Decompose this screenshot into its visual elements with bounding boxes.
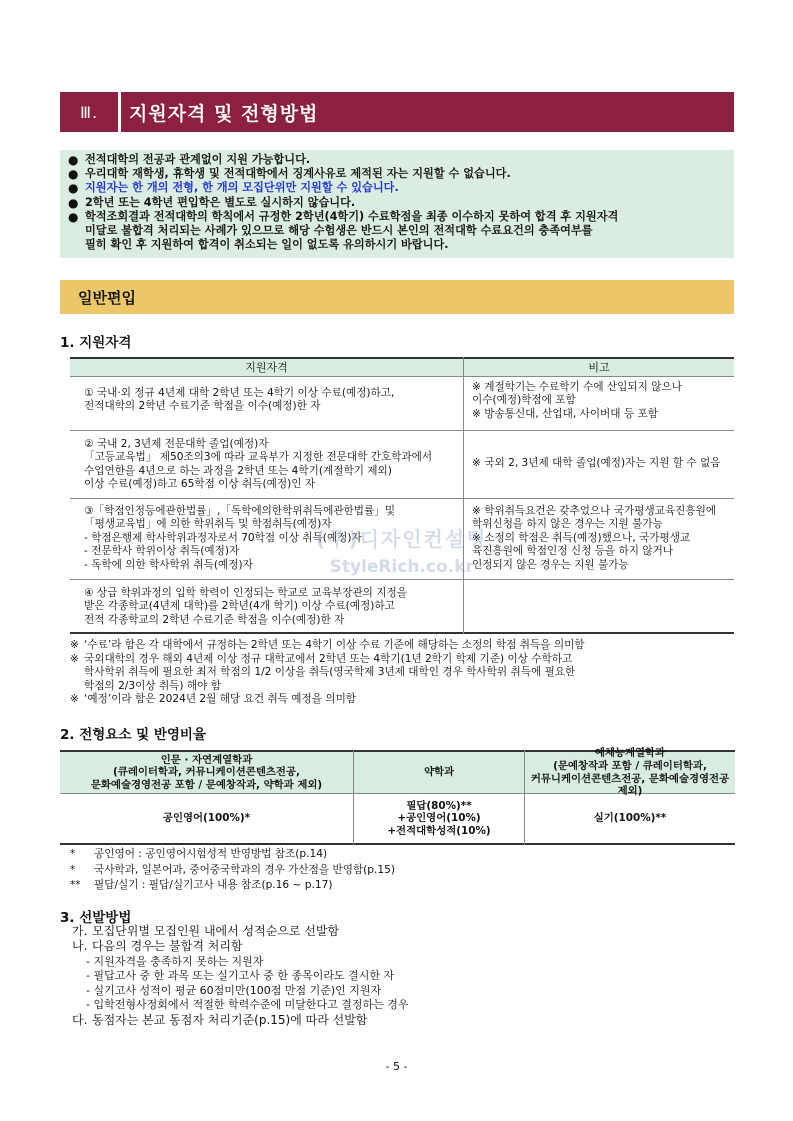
item-mark: 다. [72, 1012, 88, 1027]
item-mark: 가. [72, 924, 88, 938]
note-item [70, 693, 735, 707]
eligibility-notes [70, 639, 735, 707]
list-item [72, 1013, 408, 1028]
table-header-row [70, 357, 734, 377]
notice-box [60, 150, 734, 258]
selection-heading: 2. 전형요소 및 반영비율 [60, 727, 206, 743]
column-divider [524, 750, 525, 845]
sub-item: - 입학전형사정회에서 적절한 학력수준에 미달한다고 결정하는 경우 [86, 998, 409, 1012]
selection-notes [70, 847, 395, 894]
sub-item: - 필답고사 중 한 과목 또는 실기고사 중 한 종목이라도 결시한 자 [86, 969, 395, 983]
remark-cell: ※ 국외 2, 3년제 대학 졸업(예정)자는 지원 할 수 없음 [472, 457, 721, 469]
note-mark: ※ [70, 652, 79, 665]
note-mark: ※ [70, 693, 79, 706]
notice-text: 전적대학의 전공과 관계없이 지원 가능합니다. [85, 153, 311, 166]
notice-text: 학적조회결과 전적대학의 학칙에서 규정한 2학년(4학기) 수료학점을 최종 이수하지 못하여 합격 후 지원자격 미달로 불합격 처리되는 사례가 있으므로 해당 수험생은 반드시 본인의 전적대학 수료요건의 충족여부를 필히 확인 후 지원하여 합격이 취소되는 일이 없도록 유의하시기 바랍니다. [85, 209, 619, 252]
note-text: 필답/실기 : 필답/실기고사 내용 참조(p.16 ~ p.17) [94, 879, 333, 891]
note-item [70, 863, 395, 879]
note-text: 국사학과, 일본어과, 중어중국학과의 경우 가산점을 반영함(p.15) [94, 863, 396, 876]
column-header: 예체능계열학과 (문예창작과 포함 / 큐레이터학과, 커뮤니케이션콘텐츠전공, 문화예술경영전공 제외) [530, 747, 730, 798]
subsection-title: 일반편입 [78, 288, 136, 307]
bullet-icon: ● [68, 153, 79, 167]
list-item [72, 924, 408, 939]
notice-item [68, 210, 726, 253]
qualification-cell: ③「학점인정등에관한법률」,「독학에의한학위취득에관한법률」및 「평생교육법」에 의한 학위취득 및 학점취득(예정)자 - 학점은행제 학사학위과정자로서 70학점 이상 취득(예정)자 - 전문학사 학위이상 취득(예정)자 - 독학에 의한 학사학위 취득(예정)자 [84, 505, 396, 571]
item-text: 다음의 경우는 불합격 처리함 [92, 939, 243, 954]
bullet-icon: ● [68, 209, 79, 224]
subsection-header [60, 280, 734, 314]
section-number: Ⅲ. [79, 102, 99, 122]
selection-table [60, 747, 735, 845]
table-row [70, 377, 734, 431]
notice-text: 우리대학 재학생, 휴학생 및 전적대학에서 징계사유로 제적된 자는 지원할 수 없습니다. [85, 167, 511, 181]
note-mark: ※ [70, 639, 79, 651]
section-header [60, 92, 734, 132]
sub-item: - 지원자격을 충족하지 못하는 지원자 [86, 954, 264, 968]
page-number: - 5 - [385, 1060, 408, 1073]
notice-text: 2학년 또는 4학년 편입학은 별도로 실시하지 않습니다. [85, 195, 356, 209]
note-item [70, 847, 395, 863]
notice-item [68, 196, 726, 210]
section-title: 지원자격 및 전형방법 [129, 102, 319, 125]
watermark [316, 525, 488, 581]
watermark-line: StyleRich.co.kr [329, 557, 474, 577]
column-divider [463, 357, 464, 634]
item-text: 동점자는 본교 동점자 처리기준(p.15)에 따라 선발함 [92, 1012, 368, 1027]
item-text: 모집단위별 모집인원 내에서 성적순으로 선발함 [92, 924, 340, 938]
qualification-cell: ④ 상급 학위과정의 입학 학력이 인정되는 학교로 교육부장관의 지정을 받은 각종학교(4년제 대학)를 2학년(4개 학기) 이상 수료(예정)하고 전적 각종학교의 2학년 수료기준 학점을 이수(예정)한 자 [84, 587, 407, 626]
note-text: 공인영어 : 공인영어시험성적 반영방법 참조(p.14) [94, 848, 328, 860]
table-row [70, 580, 734, 634]
note-item [70, 653, 735, 694]
note-mark: * [70, 863, 76, 876]
table-row [70, 431, 734, 499]
qualification-cell: ① 국내·외 정규 4년제 대학 2학년 또는 4학기 이상 수료(예정)하고, 전적대학의 2학년 수료기준 학점을 이수(예정)한 자 [84, 387, 395, 413]
method-heading: 3. 선발방법 [60, 910, 132, 926]
list-item [72, 939, 408, 954]
eligibility-table [70, 357, 734, 634]
note-mark: ** [70, 879, 81, 891]
note-text: 국외대학의 경우 해외 4년제 이상 정규 대학교에서 2학년 또는 4학기(1년 2학기 학제 기준) 이상 수학하고 학사학위 취득에 필요한 최저 학점의 1/2 이상을 취득(영국학제 3년제 대학인 경우 학사학위 취득에 필요한 학점의 2/3이상 취득) 해야 함 [84, 652, 576, 692]
qualification-cell: ② 국내 2, 3년제 전문대학 졸업(예정)자 「고등교육법」 제50조의3에 따라 교육부가 지정한 전문대학 간호학과에서 수업연한을 4년으로 하는 과정을 2학년 또는 4학기(계절학기 제외) 이상 수료(예정)하고 65학점 이상 취득(예정)인 자 [84, 438, 433, 491]
column-divider [353, 750, 354, 845]
eligibility-heading: 1. 지원자격 [60, 335, 132, 351]
note-item [70, 878, 395, 894]
notice-item [68, 167, 726, 181]
bullet-icon: ● [68, 181, 79, 196]
remark-cell: ※ 계절학기는 수료학기 수에 산입되지 않으나 이수(예정)학점에 포함 ※ 방송통신대, 산업대, 사이버대 등 포함 [472, 381, 682, 420]
note-text: ‘예정’이라 함은 2024년 2월 해당 요건 취득 예정을 의미함 [84, 693, 357, 706]
table-cell: 필답(80%)** +공인영어(10%) +전적대학성적(10%) [387, 799, 491, 837]
note-mark: * [70, 848, 76, 860]
note-text: ‘수료’라 함은 각 대학에서 규정하는 2학년 또는 4학기 이상 수료 기준에 해당하는 소정의 학점 취득을 의미함 [84, 639, 585, 651]
method-list [72, 924, 408, 1028]
notice-text-highlight: 지원자는 한 개의 전형, 한 개의 모집단위만 지원할 수 있습니다. [85, 181, 399, 195]
table-row [60, 794, 735, 845]
column-header: 비고 [588, 361, 610, 374]
notice-item [68, 181, 726, 195]
watermark-line: (주)디자인컨설팅 [316, 527, 488, 551]
note-item [70, 639, 735, 653]
column-header: 약학과 [423, 766, 455, 779]
bullet-icon: ● [68, 195, 79, 210]
column-header: 지원자격 [245, 361, 288, 374]
bullet-icon: ● [68, 167, 79, 182]
table-header-row [60, 747, 735, 798]
item-mark: 나. [72, 939, 88, 954]
column-header: 인문 · 자연계열학과 (큐레이터학과, 커뮤니케이션콘텐츠전공, 문화예술경영전공 포함 / 문예창작과, 약학과 제외) [90, 753, 323, 791]
table-cell: 실기(100%)** [593, 812, 667, 825]
remark-cell: ※ 학위취득요건은 갖추었으나 국가평생교육진흥원에 학위신청을 하지 않은 경우는 지원 불가능 ※ 소정의 학점은 취득(예정)했으나, 국가평생교 육진흥원에 학점인정 신청 등을 하지 않거나 인정되지 않은 경우는 지원 불가능 [472, 505, 717, 571]
table-cell: 공인영어(100%)* [162, 812, 251, 825]
sub-item: - 실기고사 성적이 평균 60점미만(100점 만점 기준)인 지원자 [86, 983, 382, 997]
notice-item [68, 153, 726, 167]
